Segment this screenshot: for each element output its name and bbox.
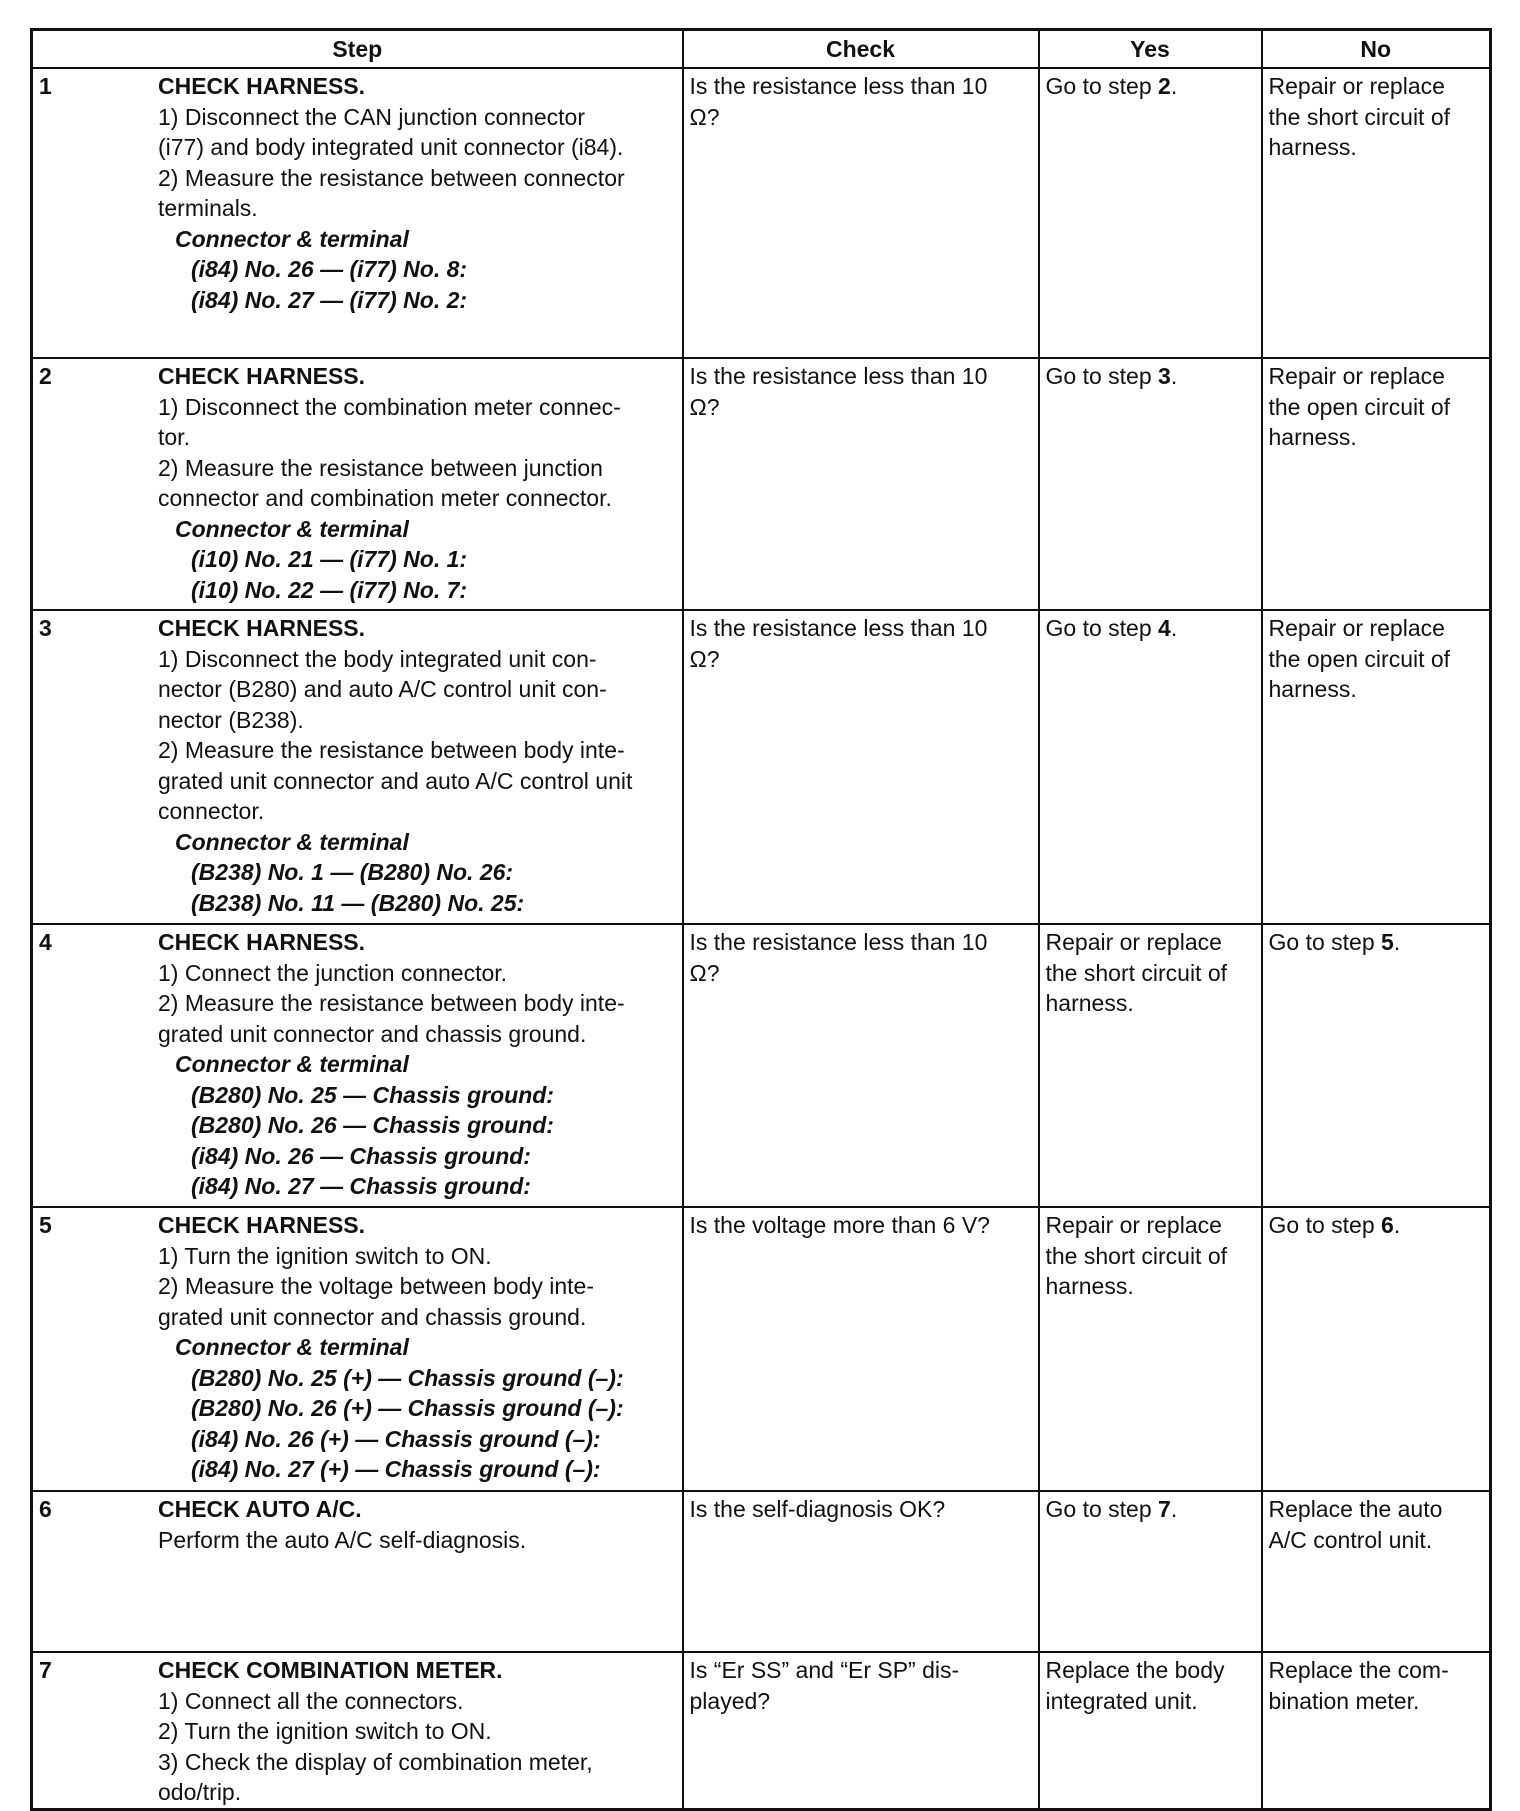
- yes-cell: [1039, 1207, 1262, 1491]
- step-instruction: 2) Measure the voltage between body inte-: [158, 1273, 594, 1299]
- yes-goto-text: Go to step: [1045, 615, 1159, 641]
- step-body: [158, 613, 676, 918]
- no-goto-period: .: [1393, 929, 1401, 955]
- check-cell: [683, 610, 1039, 924]
- step-instruction: grated unit connector and auto A/C control unit: [158, 767, 633, 794]
- step-instruction: 3) Check the display of combination meter,: [158, 1748, 593, 1775]
- step-title: CHECK COMBINATION METER.: [158, 1657, 503, 1683]
- step-number: 7: [39, 1657, 52, 1683]
- yes-text-line: Repair or replace: [1045, 929, 1222, 955]
- diagnostic-table: [30, 28, 1492, 1811]
- yes-text-line: harness.: [1045, 990, 1134, 1016]
- check-question: Ω?: [689, 645, 720, 672]
- check-question: Is the resistance less than 10: [689, 363, 988, 389]
- check-cell: [683, 924, 1039, 1207]
- check-cell: [683, 68, 1039, 358]
- connector-terminal-heading: Connector & terminal: [175, 828, 409, 855]
- step-content: [39, 927, 676, 1202]
- yes-goto-period: .: [1170, 615, 1178, 641]
- table-row: [32, 1652, 1491, 1809]
- check-question: Is the resistance less than 10: [689, 929, 988, 955]
- step-body: [158, 1210, 676, 1485]
- no-cell: [1262, 1652, 1491, 1809]
- yes-goto-step-number: 7: [1158, 1496, 1171, 1522]
- no-text-line: the open circuit of: [1268, 645, 1451, 672]
- step-cell: [32, 1652, 683, 1809]
- no-cell: [1262, 924, 1491, 1207]
- check-cell: [683, 358, 1039, 610]
- no-text-line: Repair or replace: [1268, 615, 1445, 641]
- table-header-row: [32, 30, 1491, 69]
- no-goto-text: Go to step: [1268, 1212, 1382, 1238]
- terminal-pair: (i10) No. 22 — (i77) No. 7:: [191, 576, 468, 603]
- step-instruction: 1) Connect the junction connector.: [158, 959, 508, 986]
- check-question: Is the resistance less than 10: [689, 615, 988, 641]
- yes-text-line: Repair or replace: [1045, 1212, 1222, 1238]
- yes-cell: [1039, 68, 1262, 358]
- step-content: [39, 71, 676, 315]
- terminal-pair: (i84) No. 27 — (i77) No. 2:: [191, 286, 468, 313]
- table-body: [32, 68, 1491, 1809]
- table-row: [32, 610, 1491, 924]
- yes-cell: [1039, 924, 1262, 1207]
- yes-goto-period: .: [1170, 1496, 1178, 1522]
- header-step: Step: [32, 30, 683, 69]
- check-question: Ω?: [689, 103, 720, 130]
- table-row: [32, 68, 1491, 358]
- no-goto-text: Go to step: [1268, 929, 1382, 955]
- step-cell: [32, 1491, 683, 1652]
- terminal-pair: (i10) No. 21 — (i77) No. 1:: [191, 546, 468, 572]
- connector-terminal-heading: Connector & terminal: [175, 225, 409, 252]
- check-question: Is “Er SS” and “Er SP” dis-: [689, 1657, 960, 1683]
- step-number: 1: [39, 73, 52, 99]
- no-text-line: Repair or replace: [1268, 73, 1445, 99]
- step-title: CHECK AUTO A/C.: [158, 1496, 362, 1522]
- terminal-pair: (B238) No. 11 — (B280) No. 25:: [191, 889, 525, 916]
- check-question: Is the voltage more than 6 V?: [689, 1212, 990, 1238]
- step-instruction: 2) Measure the resistance between junction: [158, 454, 603, 481]
- yes-text-line: Replace the body: [1045, 1657, 1225, 1683]
- check-question: Ω?: [689, 393, 720, 420]
- no-text-line: harness.: [1268, 424, 1357, 450]
- no-cell: [1262, 358, 1491, 610]
- yes-text-line: the short circuit of: [1045, 1242, 1228, 1269]
- connector-terminal-heading: Connector & terminal: [175, 1051, 409, 1077]
- no-text-line: bination meter.: [1268, 1687, 1420, 1714]
- no-goto-step-number: 6: [1381, 1212, 1394, 1238]
- step-title: CHECK HARNESS.: [158, 929, 366, 955]
- yes-cell: [1039, 1491, 1262, 1652]
- yes-goto-text: Go to step: [1045, 73, 1159, 99]
- check-cell: [683, 1652, 1039, 1809]
- step-content: [39, 361, 676, 605]
- yes-goto-line: [1046, 613, 1255, 644]
- header-check: Check: [683, 30, 1039, 69]
- no-goto-line: [1269, 927, 1484, 958]
- step-instruction: odo/trip.: [158, 1779, 242, 1805]
- step-body: [158, 361, 676, 605]
- step-body: [158, 927, 676, 1202]
- check-question: played?: [689, 1687, 771, 1714]
- no-text-line: A/C control unit.: [1268, 1526, 1433, 1553]
- yes-text-line: the short circuit of: [1045, 959, 1228, 986]
- step-cell: [32, 610, 683, 924]
- header-yes: Yes: [1039, 30, 1262, 69]
- step-cell: [32, 68, 683, 358]
- terminal-pair: (i84) No. 27 — Chassis ground:: [191, 1173, 531, 1199]
- terminal-pair: (B280) No. 26 (+) — Chassis ground (–):: [191, 1395, 624, 1421]
- step-title: CHECK HARNESS.: [158, 73, 366, 99]
- no-cell: [1262, 1491, 1491, 1652]
- step-content: [39, 1494, 676, 1555]
- step-title: CHECK HARNESS.: [158, 363, 366, 389]
- no-cell: [1262, 610, 1491, 924]
- terminal-pair: (i84) No. 26 — Chassis ground:: [191, 1142, 531, 1169]
- no-goto-period: .: [1393, 1212, 1401, 1238]
- step-number: 3: [39, 615, 52, 641]
- no-text-line: Replace the com-: [1268, 1657, 1449, 1683]
- yes-goto-step-number: 4: [1158, 615, 1171, 641]
- table-row: [32, 358, 1491, 610]
- step-number: 4: [39, 929, 52, 955]
- connector-terminal-heading: Connector & terminal: [175, 515, 409, 542]
- step-body: [158, 1494, 676, 1555]
- step-content: [39, 1655, 676, 1808]
- step-instruction: nector (B280) and auto A/C control unit con-: [158, 676, 607, 702]
- no-text-line: the short circuit of: [1268, 103, 1451, 130]
- step-instruction: 1) Connect all the connectors.: [158, 1687, 464, 1714]
- check-question: Is the self-diagnosis OK?: [689, 1496, 946, 1522]
- step-instruction: grated unit connector and chassis ground.: [158, 1303, 587, 1330]
- yes-goto-period: .: [1170, 73, 1178, 99]
- step-instruction: connector.: [158, 798, 265, 824]
- step-instruction: nector (B238).: [158, 706, 304, 733]
- check-cell: [683, 1491, 1039, 1652]
- check-question: Is the resistance less than 10: [689, 73, 988, 99]
- table-row: [32, 1207, 1491, 1491]
- no-text-line: harness.: [1268, 134, 1357, 160]
- step-instruction: terminals.: [158, 195, 258, 221]
- yes-goto-text: Go to step: [1045, 1496, 1159, 1522]
- step-instruction: (i77) and body integrated unit connector (i84).: [158, 134, 624, 160]
- terminal-pair: (B280) No. 25 — Chassis ground:: [191, 1081, 554, 1108]
- step-instruction: Perform the auto A/C self-diagnosis.: [158, 1526, 527, 1553]
- terminal-pair: (B238) No. 1 — (B280) No. 26:: [191, 859, 514, 885]
- no-cell: [1262, 1207, 1491, 1491]
- table-row: [32, 1491, 1491, 1652]
- yes-cell: [1039, 610, 1262, 924]
- yes-goto-text: Go to step: [1045, 363, 1159, 389]
- yes-goto-line: [1046, 1494, 1255, 1525]
- connector-terminal-heading: Connector & terminal: [175, 1334, 409, 1360]
- step-body: [158, 71, 676, 315]
- no-text-line: Replace the auto: [1268, 1496, 1443, 1522]
- step-instruction: 2) Measure the resistance between body inte-: [158, 737, 625, 763]
- table-row: [32, 924, 1491, 1207]
- yes-goto-step-number: 3: [1158, 363, 1171, 389]
- no-goto-step-number: 5: [1381, 929, 1394, 955]
- step-number: 6: [39, 1496, 52, 1522]
- step-instruction: 1) Disconnect the combination meter connec-: [158, 393, 621, 420]
- yes-goto-step-number: 2: [1158, 73, 1171, 99]
- step-content: [39, 1210, 676, 1485]
- check-question: Ω?: [689, 959, 720, 986]
- step-instruction: 2) Turn the ignition switch to ON.: [158, 1718, 492, 1744]
- step-instruction: connector and combination meter connector.: [158, 485, 612, 511]
- step-instruction: tor.: [158, 424, 190, 450]
- step-instruction: 1) Disconnect the CAN junction connector: [158, 103, 585, 130]
- yes-goto-line: [1046, 361, 1255, 392]
- yes-goto-period: .: [1170, 363, 1178, 389]
- step-instruction: 1) Turn the ignition switch to ON.: [158, 1242, 492, 1269]
- no-text-line: harness.: [1268, 676, 1357, 702]
- step-title: CHECK HARNESS.: [158, 615, 366, 641]
- terminal-pair: (B280) No. 26 — Chassis ground:: [191, 1112, 554, 1138]
- terminal-pair: (i84) No. 27 (+) — Chassis ground (–):: [191, 1456, 601, 1482]
- step-number: 5: [39, 1212, 52, 1238]
- step-instruction: 2) Measure the resistance between body inte-: [158, 990, 625, 1016]
- header-no: No: [1262, 30, 1491, 69]
- terminal-pair: (B280) No. 25 (+) — Chassis ground (–):: [191, 1364, 624, 1391]
- yes-cell: [1039, 358, 1262, 610]
- step-number: 2: [39, 363, 52, 389]
- step-instruction: grated unit connector and chassis ground.: [158, 1020, 587, 1047]
- no-goto-line: [1269, 1210, 1484, 1241]
- no-text-line: Repair or replace: [1268, 363, 1445, 389]
- no-cell: [1262, 68, 1491, 358]
- check-cell: [683, 1207, 1039, 1491]
- step-instruction: 1) Disconnect the body integrated unit con-: [158, 645, 597, 672]
- step-content: [39, 613, 676, 918]
- terminal-pair: (i84) No. 26 — (i77) No. 8:: [191, 256, 468, 282]
- step-instruction: 2) Measure the resistance between connector: [158, 164, 625, 191]
- yes-goto-line: [1046, 71, 1255, 102]
- no-text-line: the open circuit of: [1268, 393, 1451, 420]
- step-title: CHECK HARNESS.: [158, 1212, 366, 1238]
- yes-text-line: harness.: [1045, 1273, 1134, 1299]
- yes-cell: [1039, 1652, 1262, 1809]
- terminal-pair: (i84) No. 26 (+) — Chassis ground (–):: [191, 1425, 601, 1452]
- step-cell: [32, 358, 683, 610]
- step-cell: [32, 1207, 683, 1491]
- step-body: [158, 1655, 676, 1808]
- yes-text-line: integrated unit.: [1045, 1687, 1198, 1714]
- step-cell: [32, 924, 683, 1207]
